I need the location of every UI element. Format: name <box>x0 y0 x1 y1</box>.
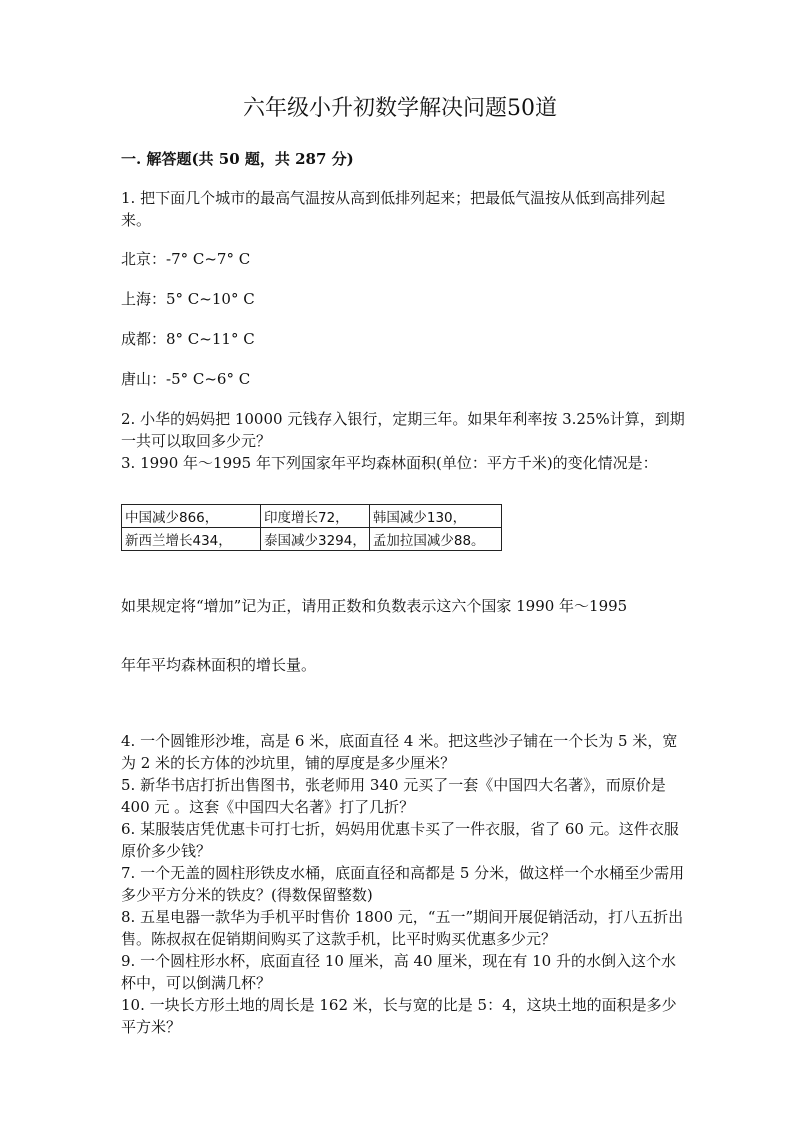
table-row <box>122 528 502 551</box>
question-3-instruction-line2: 年年平均森林面积的增长量。 <box>121 656 317 674</box>
document-title: 六年级小升初数学解决问题50道 <box>243 96 557 121</box>
city-temp-shanghai: 上海：5° C~10° C <box>121 290 255 308</box>
table-row <box>122 505 502 528</box>
forest-change-table <box>121 504 502 551</box>
section-heading: 一. 解答题(共 50 题，共 287 分) <box>121 150 354 168</box>
table-cell: 印度增长72， <box>261 505 370 528</box>
table-cell: 中国减少866， <box>122 505 261 528</box>
city-temp-chengdu: 成都：8° C~11° C <box>121 330 255 348</box>
question-1: 1. 把下面几个城市的最高气温按从高到低排列起来；把最低气温按从低到高排列起来。 <box>121 189 666 229</box>
question-6: 6. 某服装店凭优惠卡可打七折，妈妈用优惠卡买了一件衣服，省了 60 元。这件衣服原价多少钱？ <box>121 820 679 860</box>
question-7: 7. 一个无盖的圆柱形铁皮水桶，底面直径和高都是 5 分米，做这样一个水桶至少需用多少平方分米的铁皮？(得数保留整数) <box>121 864 685 904</box>
question-9: 9. 一个圆柱形水杯，底面直径 10 厘米，高 40 厘米，现在有 10 升的水倒入这个水杯中，可以倒满几杯？ <box>121 952 676 992</box>
table-cell: 泰国减少3294， <box>261 528 370 551</box>
city-temp-tangshan: 唐山：-5° C~6° C <box>121 370 251 388</box>
question-5: 5. 新华书店打折出售图书，张老师用 340 元买了一套《中国四大名著》，而原价是 400 元 。这套《中国四大名著》打了几折？ <box>121 776 666 816</box>
question-4: 4. 一个圆锥形沙堆，高是 6 米，底面直径 4 米。把这些沙子铺在一个长为 5 米，宽为 2 米的长方体的沙坑里，铺的厚度是多少厘米？ <box>121 732 678 772</box>
city-temp-beijing: 北京：-7° C~7° C <box>121 250 251 268</box>
table-cell: 孟加拉国减少88。 <box>369 528 501 551</box>
question-3: 3. 1990 年～1995 年下列国家年平均森林面积(单位：平方千米)的变化情况是： <box>121 454 658 472</box>
question-3-instruction-line1: 如果规定将“增加”记为正，请用正数和负数表示这六个国家 1990 年～1995 <box>121 597 628 615</box>
question-10: 10. 一块长方形土地的周长是 162 米，长与宽的比是 5：4，这块土地的面积是多少平方米？ <box>121 996 677 1036</box>
question-2: 2. 小华的妈妈把 10000 元钱存入银行，定期三年。如果年利率按 3.25%计算，到期一共可以取回多少元？ <box>121 410 685 450</box>
question-8: 8. 五星电器一款华为手机平时售价 1800 元，“五一”期间开展促销活动，打八五折出售。陈叔叔在促销期间购买了这款手机，比平时购买优惠多少元？ <box>121 908 684 948</box>
question-list <box>121 730 686 1038</box>
table-cell: 韩国减少130， <box>369 505 501 528</box>
table-cell: 新西兰增长434， <box>122 528 261 551</box>
